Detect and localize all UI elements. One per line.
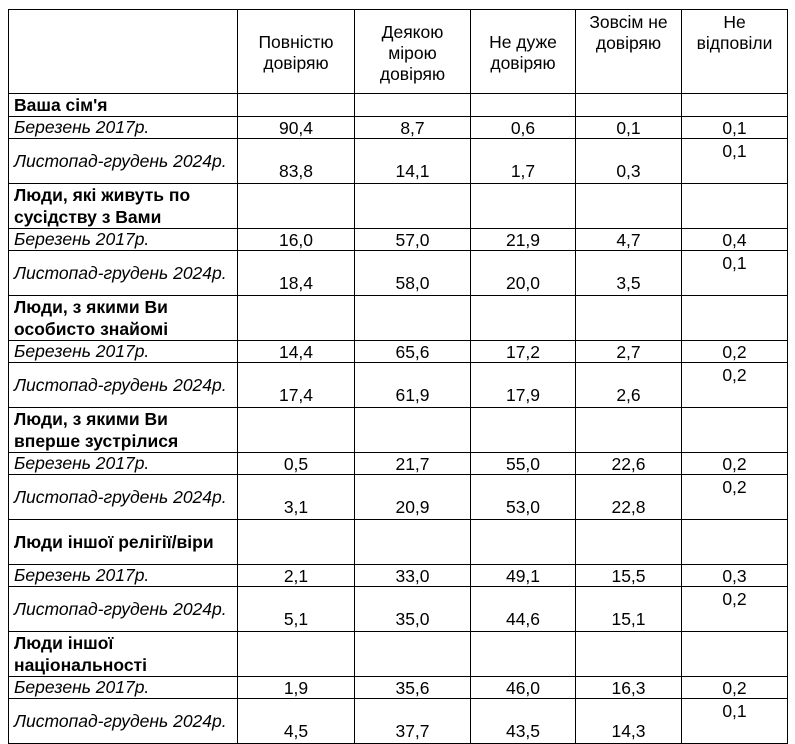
value-cell: 0,1 xyxy=(682,117,788,139)
value-cell: 53,0 xyxy=(471,475,576,520)
empty-cell xyxy=(471,296,576,341)
value-cell: 0,2 xyxy=(682,341,788,363)
value-cell: 2,1 xyxy=(238,565,355,587)
value-cell: 35,0 xyxy=(355,587,471,632)
empty-cell xyxy=(471,520,576,565)
empty-cell xyxy=(471,408,576,453)
empty-cell xyxy=(355,94,471,117)
table-row xyxy=(9,139,788,184)
table-row xyxy=(9,699,788,744)
value-cell: 61,9 xyxy=(355,363,471,408)
period-label: Березень 2017р. xyxy=(9,677,238,699)
empty-cell xyxy=(576,408,682,453)
value-cell: 17,2 xyxy=(471,341,576,363)
table-body xyxy=(9,94,788,744)
value-cell: 0,1 xyxy=(682,139,788,184)
value-cell: 0,6 xyxy=(471,117,576,139)
empty-cell xyxy=(238,408,355,453)
value-cell: 0,4 xyxy=(682,229,788,251)
empty-cell xyxy=(471,184,576,229)
value-cell: 3,5 xyxy=(576,251,682,296)
column-header-not-really-trust: Не дуже довіряю xyxy=(471,10,576,94)
table-row xyxy=(9,475,788,520)
value-cell: 0,1 xyxy=(682,699,788,744)
value-cell: 16,0 xyxy=(238,229,355,251)
value-cell: 21,7 xyxy=(355,453,471,475)
period-label: Листопад-грудень 2024р. xyxy=(9,475,238,520)
period-label: Березень 2017р. xyxy=(9,117,238,139)
trust-table xyxy=(8,9,788,744)
value-cell: 0,1 xyxy=(576,117,682,139)
column-header-no-answer: Не відповіли xyxy=(682,10,788,94)
empty-cell xyxy=(576,94,682,117)
group-row xyxy=(9,184,788,229)
value-cell: 35,6 xyxy=(355,677,471,699)
period-label: Листопад-грудень 2024р. xyxy=(9,587,238,632)
value-cell: 14,1 xyxy=(355,139,471,184)
value-cell: 0,3 xyxy=(576,139,682,184)
value-cell: 0,3 xyxy=(682,565,788,587)
period-label: Листопад-грудень 2024р. xyxy=(9,363,238,408)
empty-cell xyxy=(576,184,682,229)
empty-cell xyxy=(238,632,355,677)
group-row xyxy=(9,296,788,341)
value-cell: 33,0 xyxy=(355,565,471,587)
value-cell: 18,4 xyxy=(238,251,355,296)
value-cell: 22,8 xyxy=(576,475,682,520)
period-label: Листопад-грудень 2024р. xyxy=(9,139,238,184)
group-row xyxy=(9,520,788,565)
value-cell: 17,9 xyxy=(471,363,576,408)
empty-cell xyxy=(576,520,682,565)
value-cell: 4,7 xyxy=(576,229,682,251)
value-cell: 2,6 xyxy=(576,363,682,408)
empty-cell xyxy=(682,632,788,677)
column-header-empty xyxy=(9,10,238,94)
table-row xyxy=(9,453,788,475)
empty-cell xyxy=(238,184,355,229)
value-cell: 20,9 xyxy=(355,475,471,520)
value-cell: 0,2 xyxy=(682,587,788,632)
value-cell: 90,4 xyxy=(238,117,355,139)
value-cell: 0,2 xyxy=(682,475,788,520)
empty-cell xyxy=(355,520,471,565)
column-header-somewhat-trust: Деякою мірою довіряю xyxy=(355,10,471,94)
column-header-fully-trust: Повністю довіряю xyxy=(238,10,355,94)
value-cell: 4,5 xyxy=(238,699,355,744)
table-row xyxy=(9,677,788,699)
group-label: Люди, які живуть по сусідству з Вами xyxy=(9,184,238,229)
table-row xyxy=(9,229,788,251)
value-cell: 3,1 xyxy=(238,475,355,520)
value-cell: 15,1 xyxy=(576,587,682,632)
empty-cell xyxy=(471,632,576,677)
value-cell: 5,1 xyxy=(238,587,355,632)
value-cell: 15,5 xyxy=(576,565,682,587)
empty-cell xyxy=(682,408,788,453)
table-row xyxy=(9,587,788,632)
empty-cell xyxy=(471,94,576,117)
period-label: Березень 2017р. xyxy=(9,341,238,363)
value-cell: 1,7 xyxy=(471,139,576,184)
value-cell: 43,5 xyxy=(471,699,576,744)
value-cell: 55,0 xyxy=(471,453,576,475)
value-cell: 2,7 xyxy=(576,341,682,363)
empty-cell xyxy=(576,632,682,677)
table-row xyxy=(9,251,788,296)
value-cell: 37,7 xyxy=(355,699,471,744)
value-cell: 20,0 xyxy=(471,251,576,296)
empty-cell xyxy=(682,296,788,341)
table-row xyxy=(9,565,788,587)
empty-cell xyxy=(355,184,471,229)
value-cell: 65,6 xyxy=(355,341,471,363)
value-cell: 0,2 xyxy=(682,677,788,699)
value-cell: 83,8 xyxy=(238,139,355,184)
empty-cell xyxy=(238,520,355,565)
group-row xyxy=(9,632,788,677)
empty-cell xyxy=(682,184,788,229)
value-cell: 21,9 xyxy=(471,229,576,251)
group-row xyxy=(9,408,788,453)
table-row xyxy=(9,363,788,408)
empty-cell xyxy=(576,296,682,341)
value-cell: 57,0 xyxy=(355,229,471,251)
value-cell: 44,6 xyxy=(471,587,576,632)
group-label: Люди, з якими Ви вперше зустрілися xyxy=(9,408,238,453)
period-label: Листопад-грудень 2024р. xyxy=(9,251,238,296)
value-cell: 14,3 xyxy=(576,699,682,744)
group-label: Люди, з якими Ви особисто знайомі xyxy=(9,296,238,341)
group-label: Люди іншої релігії/віри xyxy=(9,520,238,565)
period-label: Листопад-грудень 2024р. xyxy=(9,699,238,744)
value-cell: 1,9 xyxy=(238,677,355,699)
column-header-not-trust-at-all: Зовсім не довіряю xyxy=(576,10,682,94)
empty-cell xyxy=(355,632,471,677)
empty-cell xyxy=(355,408,471,453)
period-label: Березень 2017р. xyxy=(9,453,238,475)
group-label: Люди іншої національності xyxy=(9,632,238,677)
value-cell: 8,7 xyxy=(355,117,471,139)
value-cell: 0,2 xyxy=(682,363,788,408)
value-cell: 14,4 xyxy=(238,341,355,363)
empty-cell xyxy=(238,296,355,341)
value-cell: 58,0 xyxy=(355,251,471,296)
table-row xyxy=(9,117,788,139)
value-cell: 46,0 xyxy=(471,677,576,699)
table-row xyxy=(9,341,788,363)
period-label: Березень 2017р. xyxy=(9,565,238,587)
value-cell: 0,5 xyxy=(238,453,355,475)
empty-cell xyxy=(682,94,788,117)
header-row xyxy=(9,10,788,94)
value-cell: 17,4 xyxy=(238,363,355,408)
empty-cell xyxy=(355,296,471,341)
group-row xyxy=(9,94,788,117)
period-label: Березень 2017р. xyxy=(9,229,238,251)
group-label: Ваша сім'я xyxy=(9,94,238,117)
value-cell: 22,6 xyxy=(576,453,682,475)
value-cell: 0,1 xyxy=(682,251,788,296)
empty-cell xyxy=(682,520,788,565)
value-cell: 16,3 xyxy=(576,677,682,699)
value-cell: 0,2 xyxy=(682,453,788,475)
value-cell: 49,1 xyxy=(471,565,576,587)
empty-cell xyxy=(238,94,355,117)
